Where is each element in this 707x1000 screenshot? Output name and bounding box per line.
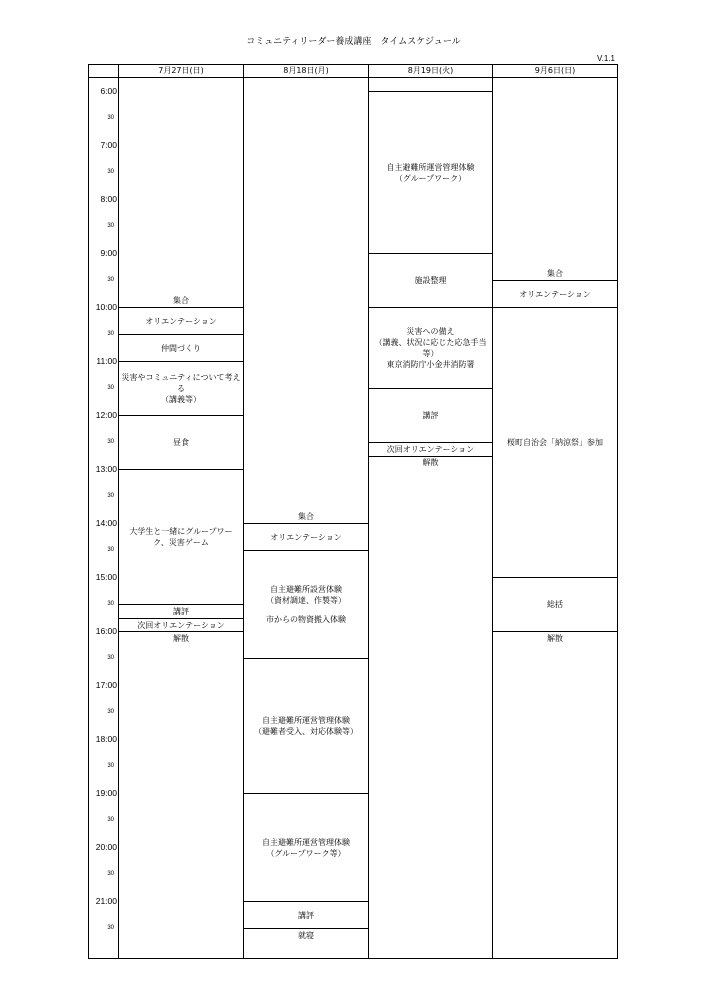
- half-hour-label: 30: [107, 547, 114, 553]
- half-hour-label: 30: [107, 925, 114, 931]
- hour-label: 14:00: [95, 518, 117, 528]
- version-label: V.1.1: [597, 54, 615, 63]
- half-hour-label: 30: [107, 169, 114, 175]
- block-text-line: 集合: [298, 512, 314, 521]
- schedule-block: [244, 793, 368, 902]
- schedule-block: [493, 577, 617, 632]
- block-text-line: オリエンテーション: [519, 289, 591, 299]
- block-text-line: オリエンテーション: [145, 316, 217, 326]
- block-text-line: 講評: [422, 411, 439, 420]
- half-hour-label: 30: [107, 655, 114, 661]
- schedule-block: [119, 334, 243, 362]
- schedule-note: [244, 928, 368, 942]
- schedule-block: [244, 550, 368, 659]
- schedule-block: [244, 523, 368, 551]
- half-hour-label: 30: [107, 871, 114, 877]
- hour-label: 13:00: [95, 464, 117, 474]
- schedule-block: [493, 280, 617, 308]
- block-text-line: （資材調達、作製等）: [266, 596, 346, 605]
- block-text-line: る: [177, 384, 185, 393]
- half-hour-label: 30: [107, 277, 114, 283]
- half-hour-label: 30: [107, 385, 114, 391]
- block-text-line: ク、災害ゲーム: [153, 538, 209, 547]
- half-hour-label: 30: [107, 709, 114, 715]
- block-text-line: オリエンテーション: [270, 532, 342, 542]
- schedule-note: [369, 456, 492, 469]
- day-column-3: [368, 65, 492, 958]
- schedule-table: [88, 64, 618, 959]
- hour-label: 9:00: [100, 248, 117, 258]
- hour-label: 8:00: [100, 194, 117, 204]
- hour-label: 10:00: [95, 302, 117, 312]
- schedule-block: [244, 901, 368, 929]
- schedule-block: [119, 415, 243, 470]
- block-text-line: （講義等）: [161, 395, 201, 404]
- block-text-line: 桜町自治会「納涼祭」参加: [507, 438, 603, 447]
- block-text-line: 自主避難所設営体験: [270, 585, 342, 594]
- time-column: [89, 65, 118, 958]
- hour-label: 11:00: [96, 356, 117, 366]
- block-text-line: 仲間づくり: [161, 343, 201, 353]
- hour-label: 7:00: [100, 140, 117, 150]
- half-hour-label: 30: [107, 817, 114, 823]
- hour-label: 17:00: [95, 680, 117, 690]
- hour-label: 18:00: [95, 734, 117, 744]
- half-hour-label: 30: [107, 331, 114, 337]
- block-subtext: [266, 614, 346, 625]
- schedule-block: [369, 442, 492, 457]
- block-text-line: 自主避難所運営管理体験: [262, 716, 350, 725]
- schedule-note: [119, 631, 243, 645]
- half-hour-label: 30: [107, 223, 114, 229]
- schedule-block: [493, 307, 617, 578]
- day-column-4: [492, 65, 617, 958]
- block-text-line: 集合: [173, 296, 189, 305]
- block-text-line: （グループワーク等）: [266, 848, 346, 858]
- block-text-line: 講評: [173, 607, 189, 616]
- day-header: 8月18日(月): [283, 66, 329, 75]
- schedule-note: [244, 510, 368, 523]
- block-text-line: 市からの物資搬入体験: [266, 615, 346, 624]
- block-text-line: 集合: [547, 269, 563, 278]
- hour-label: 16:00: [95, 626, 117, 636]
- half-hour-label: 30: [107, 601, 114, 607]
- block-text-line: 災害への備え: [406, 327, 455, 336]
- hour-label: 15:00: [95, 572, 117, 582]
- schedule-block: [119, 469, 243, 605]
- schedule-block: [369, 388, 492, 443]
- schedule-block: [369, 307, 492, 389]
- block-text-line: （講義、状況に応じた応急手当: [374, 338, 487, 347]
- block-text-line: 等）: [422, 349, 439, 358]
- block-text-line: 解散: [422, 458, 439, 467]
- schedule-note: [493, 267, 617, 280]
- block-text-line: 就寝: [298, 930, 314, 940]
- schedule-block: [369, 253, 492, 308]
- hour-label: 20:00: [95, 842, 117, 852]
- block-text-line: 解散: [173, 633, 189, 643]
- half-hour-label: 30: [107, 439, 114, 445]
- block-text-line: 解散: [547, 633, 563, 643]
- schedule-note: [493, 631, 617, 645]
- block-text-line: 講評: [298, 910, 314, 920]
- block-text-line: 総括: [547, 600, 563, 609]
- block-text-line: 次回オリエンテーション: [137, 620, 225, 630]
- schedule-note: [119, 294, 243, 307]
- block-text-line: 大学生と一緒にグループワー: [129, 527, 233, 536]
- hour-label: 21:00: [95, 896, 117, 906]
- document-title: コミュニティリーダー養成講座 タイムスケジュール: [246, 37, 461, 47]
- day-column-2: [243, 65, 368, 958]
- day-header: 9月6日(日): [534, 66, 576, 75]
- schedule-block: [119, 604, 243, 619]
- block-text-line: （グループワーク）: [394, 173, 467, 183]
- hour-label: 12:00: [95, 410, 117, 420]
- schedule-block: [119, 361, 243, 416]
- day-header: 7月27日(日): [158, 66, 204, 75]
- half-hour-label: 30: [107, 763, 114, 769]
- block-text-line: 自主避難所運営管理体験: [386, 162, 475, 172]
- half-hour-label: 30: [107, 115, 114, 121]
- block-text-line: 昼食: [173, 438, 189, 447]
- hour-label: 6:00: [100, 86, 117, 96]
- day-header: 8月19日(火): [407, 66, 454, 75]
- schedule-block: [119, 307, 243, 335]
- block-text-line: 施設整理: [414, 276, 447, 285]
- half-hour-label: 30: [107, 493, 114, 499]
- block-text-line: 東京消防庁小金井消防署: [386, 360, 475, 369]
- schedule-block: [369, 91, 492, 254]
- schedule-block: [244, 658, 368, 794]
- hour-label: 19:00: [95, 788, 117, 798]
- block-text-line: （避難者受入、対応体験等）: [254, 727, 358, 736]
- block-text-line: 次回オリエンテーション: [386, 445, 475, 454]
- day-column-1: [118, 65, 243, 958]
- block-text-line: 自主避難所運営管理体験: [262, 837, 350, 847]
- schedule-block: [119, 618, 243, 632]
- block-text-line: 災害やコミュニティについて考え: [121, 373, 241, 382]
